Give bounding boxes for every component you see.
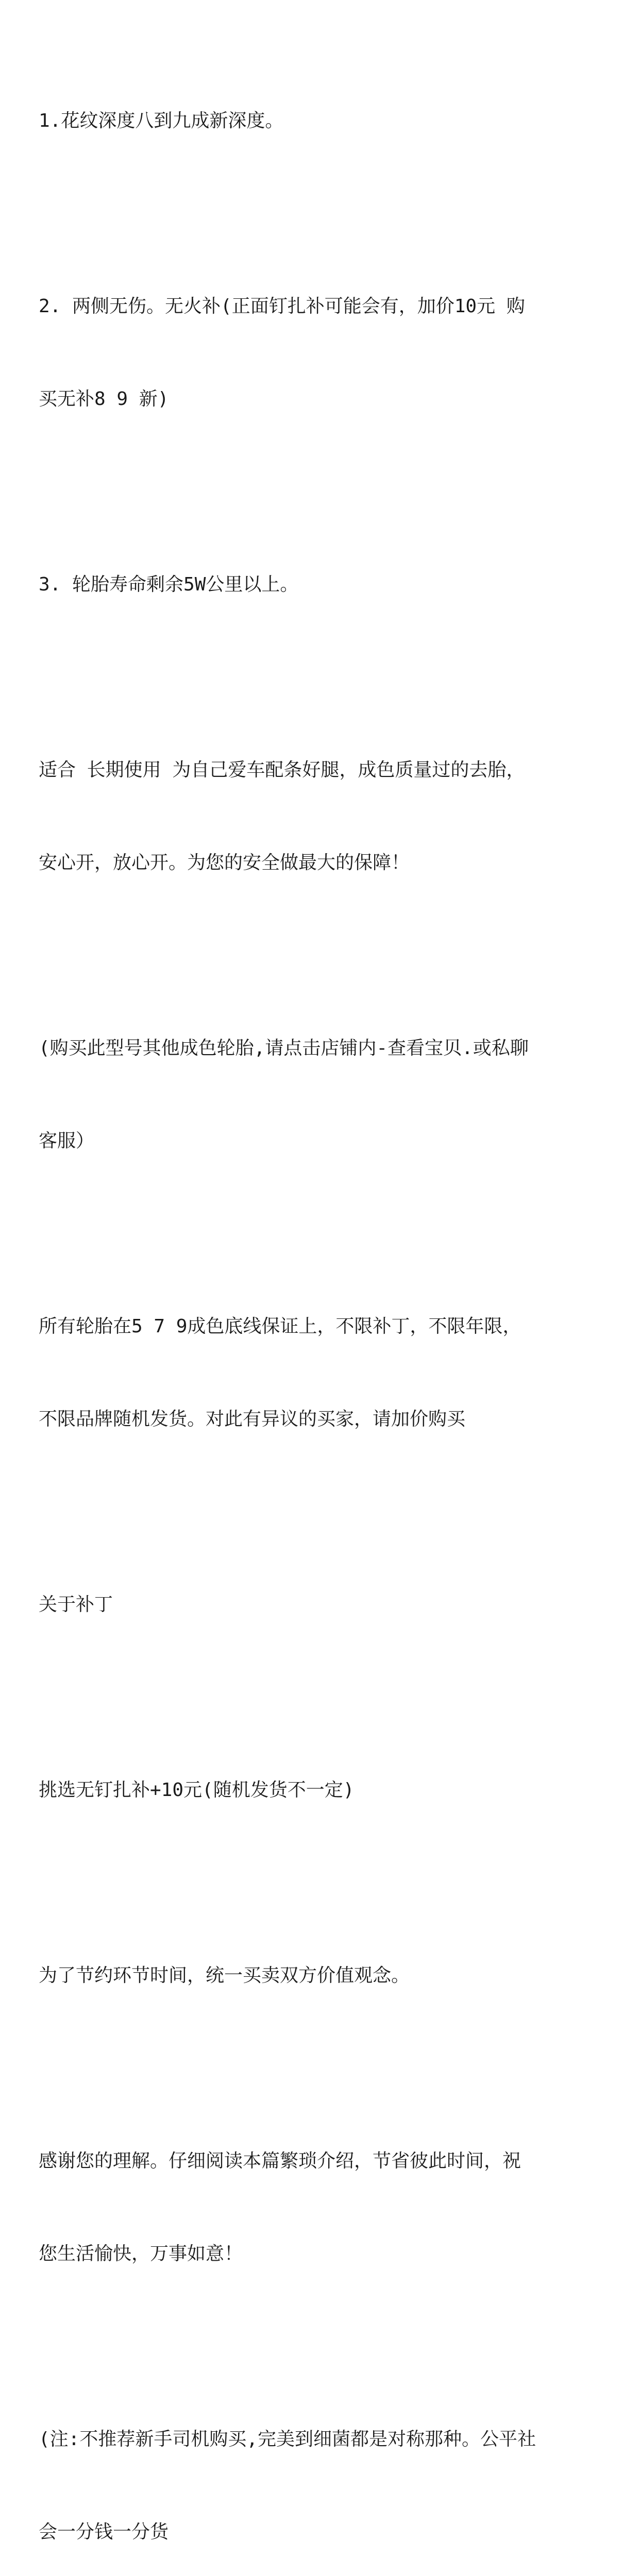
text-line: (购买此型号其他成色轮胎,请点击店铺内-查看宝贝.或私聊 (39, 1038, 529, 1059)
text-line: 客服） (39, 1130, 95, 1151)
text-line: 不限品牌随机发货。对此有异议的买家，请加价购买 (39, 1409, 466, 1430)
paragraph-patch-option (39, 1713, 616, 1868)
text-line: 2. 两侧无伤。无火补(正面钉扎补可能会有，加价10元 购 (39, 296, 525, 317)
paragraph-save-time (39, 1899, 616, 2053)
text-line: 为了节约环节时间，统一买卖双方价值观念。 (39, 1965, 410, 1986)
paragraph-tire-life (39, 507, 616, 662)
text-line: 1.花纹深度八到九成新深度。 (39, 110, 284, 131)
text-line: 买无补8 9 新) (39, 388, 169, 410)
text-line: 感谢您的理解。仔细阅读本篇繁琐介绍，节省彼此时间，祝 (39, 2150, 522, 2172)
text-line: 关于补丁 (39, 1594, 113, 1615)
text-line: 3. 轮胎寿命剩余5W公里以上。 (39, 574, 299, 595)
paragraph-tread-depth (39, 44, 616, 198)
text-line: 挑选无钉扎补+10元(随机发货不一定) (39, 1780, 355, 1801)
paragraph-sidewall (39, 229, 616, 477)
text-line: 适合 长期使用 为自己爱车配条好腿，成色质量过的去胎， (39, 759, 525, 781)
paragraph-patch-heading (39, 1528, 616, 1682)
text-line: 安心开，放心开。为您的安全做最大的保障！ (39, 852, 410, 873)
paragraph-suitability (39, 693, 616, 940)
document-body (39, 44, 616, 2576)
paragraph-thanks (39, 2084, 616, 2331)
paragraph-guarantee (39, 1249, 616, 1497)
text-line: 会一分钱一分货 (39, 2521, 169, 2543)
paragraph-other-models (39, 971, 616, 1218)
text-line: 所有轮胎在5 7 9成色底线保证上，不限补丁，不限年限， (39, 1316, 522, 1337)
paragraph-note (39, 2362, 616, 2576)
text-line: 您生活愉快，万事如意！ (39, 2243, 243, 2264)
text-line: (注:不推荐新手司机购买,完美到细菌都是对称那种。公平社 (39, 2429, 536, 2450)
